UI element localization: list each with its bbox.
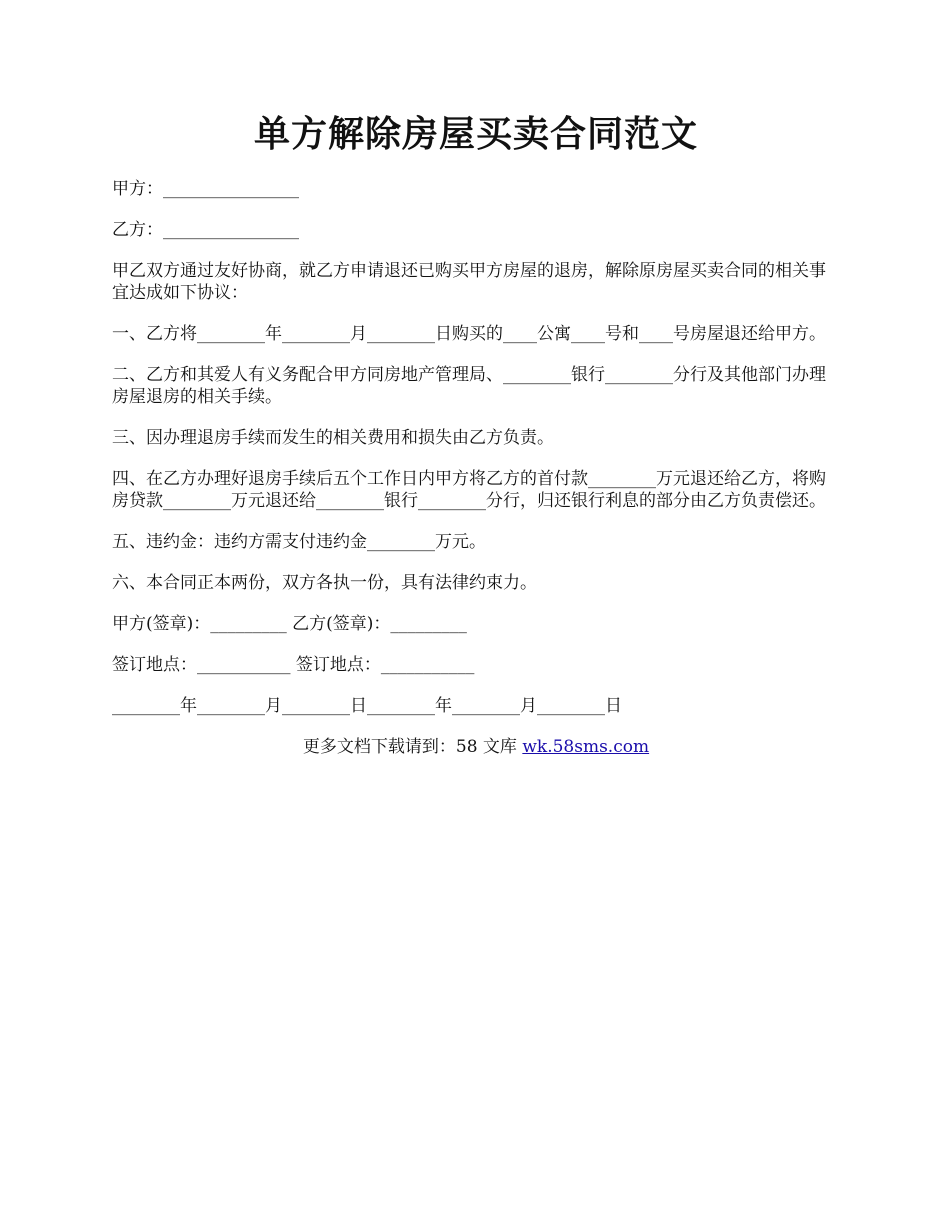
signature-line: 甲方(签章)：_________ 乙方(签章)：_________ bbox=[112, 614, 467, 634]
clause-6: 六、本合同正本两份，双方各执一份，具有法律约束力。 bbox=[112, 573, 537, 593]
signing-location-line: 签订地点：___________ 签订地点：___________ bbox=[112, 655, 475, 675]
footer-link[interactable]: wk.58sms.com bbox=[522, 737, 650, 757]
clause-4: 四、在乙方办理好退房手续后五个工作日内甲方将乙方的首付款________万元退还给乙方，将购房贷款________万元退还给________银行________分行，归还银行利息的部分由乙方负责偿还。 bbox=[112, 469, 826, 511]
document-title: 单方解除房屋买卖合同范文 bbox=[253, 113, 698, 155]
date-line: ________年________月________日________年________月________日 bbox=[112, 696, 622, 716]
clause-3: 三、因办理退房手续而发生的相关费用和损失由乙方负责。 bbox=[112, 428, 554, 448]
party-a-line: 甲方：________________ bbox=[112, 179, 299, 199]
party-b-line: 乙方：________________ bbox=[112, 220, 299, 240]
clause-1: 一、乙方将________年________月________日购买的____公寓____号和____号房屋退还给甲方。 bbox=[112, 324, 826, 344]
preamble-paragraph: 甲乙双方通过友好协商，就乙方申请退还已购买甲方房屋的退房，解除原房屋买卖合同的相关事宜达成如下协议： bbox=[112, 261, 826, 303]
footer bbox=[112, 736, 840, 758]
document-page bbox=[112, 108, 840, 758]
clause-2: 二、乙方和其爱人有义务配合甲方同房地产管理局、________银行________分行及其他部门办理房屋退房的相关手续。 bbox=[112, 365, 826, 407]
clause-5: 五、违约金：违约方需支付违约金________万元。 bbox=[112, 532, 486, 552]
footer-text: 更多文档下载请到：58 文库 bbox=[302, 737, 523, 757]
